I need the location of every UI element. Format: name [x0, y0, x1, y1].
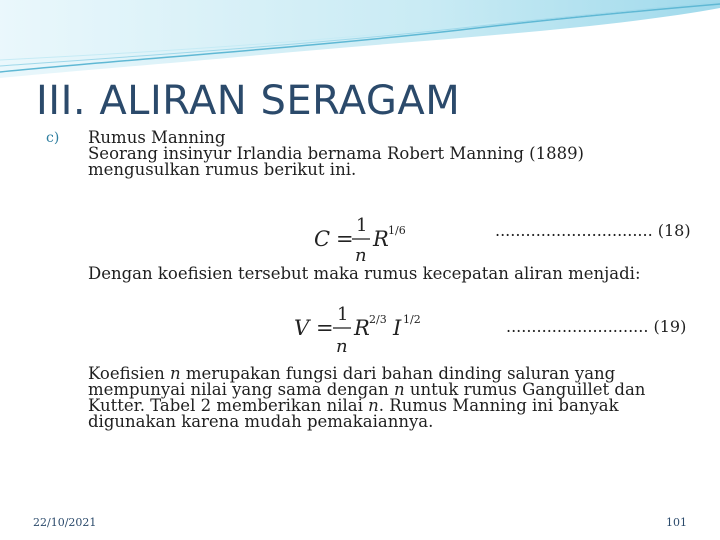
page-number: 101 [666, 516, 687, 529]
mid-text: Dengan koefisien tersebut maka rumus kecepatan aliran menjadi: [88, 264, 641, 283]
body-line: digunakan karena mudah pemakaiannya. [88, 412, 434, 431]
footer-date: 22/10/2021 [33, 516, 97, 529]
section-heading: Rumus Manning [88, 128, 226, 147]
eq2-base-r: R [354, 316, 370, 340]
eq2-exponent-r: 2/3 [369, 313, 387, 326]
intro-line: Seorang insinyur Irlandia bernama Robert Manning (1889) [88, 144, 584, 163]
equation-number-18: ............................... (18) [495, 221, 691, 240]
body-paragraph [88, 366, 678, 430]
eq2-lhs: V [294, 316, 310, 340]
equation-19 [292, 302, 432, 362]
eq1-exponent: 1/6 [388, 224, 406, 237]
equation-18 [312, 213, 422, 269]
eq1-lhs: C [314, 227, 331, 251]
intro-paragraph [88, 130, 584, 178]
header-wave-decoration [0, 0, 720, 80]
bullet-marker: c) [46, 130, 60, 146]
slide-title: III. ALIRAN SERAGAM [36, 78, 461, 124]
body-line: Koefisien n merupakan fungsi dari bahan dinding saluran yang [88, 364, 616, 383]
eq1-base: R [373, 227, 389, 251]
eq2-exponent-i: 1/2 [403, 313, 421, 326]
eq2-denominator: n [336, 336, 348, 357]
equation-number-19: ............................ (19) [506, 317, 687, 336]
eq2-base-i: I [393, 316, 402, 340]
eq2-numerator: 1 [337, 304, 349, 325]
intro-line: mengusulkan rumus berikut ini. [88, 160, 357, 179]
body-line: Kutter. Tabel 2 memberikan nilai n. Rumus Manning ini banyak [88, 396, 619, 415]
eq1-denominator: n [355, 245, 367, 265]
eq1-numerator: 1 [356, 215, 368, 236]
svg-text:=: = [336, 227, 354, 251]
body-line: mempunyai nilai yang sama dengan n untuk rumus Ganguillet dan [88, 380, 646, 399]
svg-text:=: = [316, 316, 334, 340]
